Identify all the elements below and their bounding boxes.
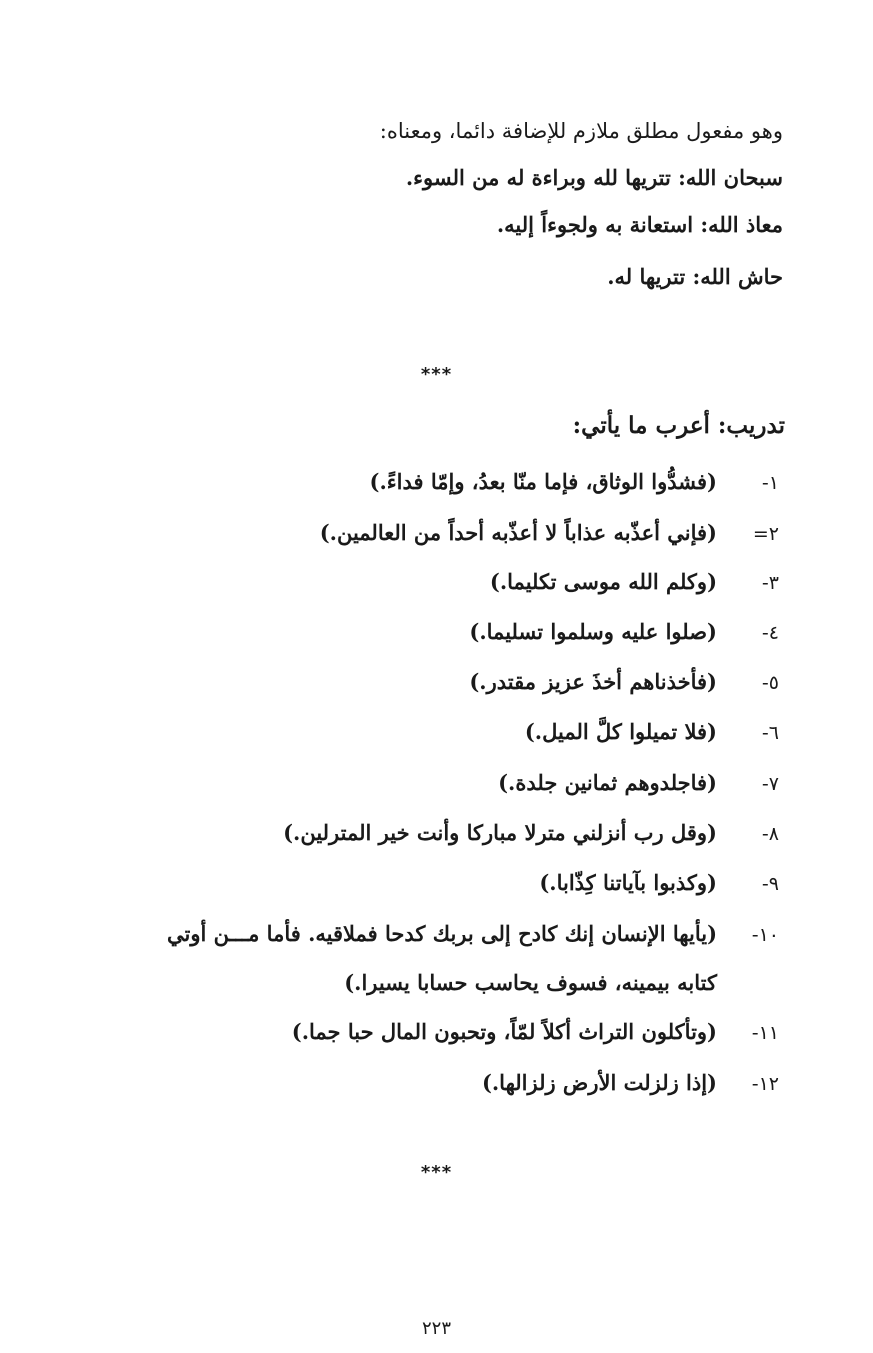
exercise-item	[539, 868, 779, 899]
exercise-item-text: (فلا تميلوا كلَّ الميل.)	[524, 719, 717, 744]
exercise-item-text: (فشدُّوا الوثاق، فإما منّا بعدُ، وإمّا فداءً.)	[369, 469, 717, 494]
exercise-item-number: ١-	[761, 472, 779, 494]
exercise-item	[320, 518, 779, 549]
exercise-item-number: ٨-	[761, 823, 779, 845]
exercise-item-text: (وكذبوا بآياتنا كِذّابا.)	[539, 870, 717, 895]
exercise-item-text: (وقل رب أنزلني مترلا مباركا وأنت خير المترلين.)	[283, 820, 717, 845]
exercise-item-text: (يأيها الإنسان إنك كادح إلى بربك كدحا فملاقيه. فأما مـــن أوتي	[167, 921, 717, 946]
intro-line-4: حاش الله: تتريها له.	[607, 264, 783, 289]
exercise-item-text: (فإني أعذّبه عذاباً لا أعذّبه أحداً من العالمين.)	[319, 520, 717, 545]
exercise-item-number: ١٠-	[751, 924, 779, 946]
exercise-item-number: ٥-	[761, 672, 779, 694]
exercise-item	[482, 1068, 779, 1099]
intro-line-1: وهو مفعول مطلق ملازم للإضافة دائما، ومعناه:	[379, 119, 783, 143]
exercise-item-number: ٧-	[761, 773, 779, 795]
exercise-item-text: (فأخذناهم أخذَ عزيز مقتدر.)	[469, 669, 717, 694]
exercise-item-number: ١١-	[751, 1022, 779, 1044]
exercise-item	[469, 667, 779, 698]
exercise-item	[370, 467, 779, 498]
exercise-item-number: ٤-	[761, 622, 779, 644]
exercise-item-text: (وتأكلون التراث أكلاً لمّاً، وتحبون المال حبا جما.)	[291, 1019, 717, 1044]
exercise-item	[283, 818, 779, 849]
exercise-item	[490, 567, 779, 598]
page-number: ٢٢٣	[421, 1318, 451, 1339]
exercise-item-text: (صلوا عليه وسلموا تسليما.)	[469, 619, 717, 644]
exercise-item-number: ٢=	[752, 523, 779, 545]
intro-line-2: سبحان الله: تتريها لله وبراءة له من السوء.	[405, 165, 783, 190]
exercise-item	[498, 768, 779, 799]
exercise-item	[469, 617, 779, 648]
exercise-item	[525, 717, 779, 748]
exercise-item-number: ٣-	[761, 572, 779, 594]
section-separator-top: ***	[420, 364, 453, 385]
exercise-item	[167, 919, 779, 950]
exercise-item-number: ٦-	[761, 722, 779, 744]
exercise-item-text: (وكلم الله موسى تكليما.)	[489, 569, 717, 594]
intro-line-3: معاذ الله: استعانة به ولجوءاً إليه.	[496, 212, 783, 237]
exercise-item-text: (فاجلدوهم ثمانين جلدة.)	[498, 770, 717, 795]
section-separator-bottom: ***	[420, 1162, 453, 1183]
exercise-item	[292, 1017, 779, 1048]
exercise-item-continuation: كتابه بيمينه، فسوف يحاسب حسابا يسيرا.)	[344, 970, 717, 995]
exercise-title: تدريب: أعرب ما يأتي:	[572, 412, 785, 439]
exercise-item-number: ٩-	[761, 873, 779, 895]
exercise-item-number: ١٢-	[751, 1073, 779, 1095]
exercise-item-text: (إذا زلزلت الأرض زلزالها.)	[481, 1070, 717, 1095]
